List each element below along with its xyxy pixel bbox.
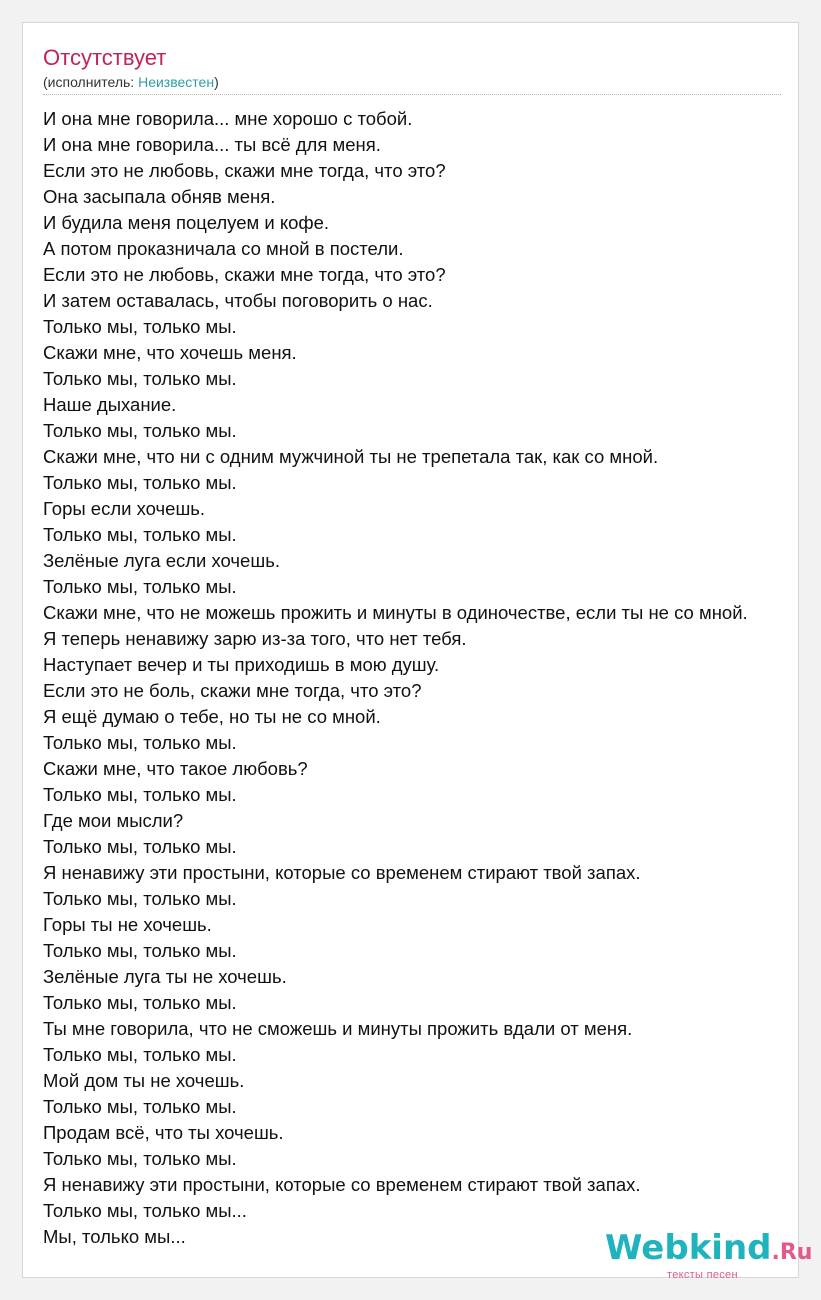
lyric-line: И будила меня поцелуем и кофе. [43,212,330,233]
song-title: Отсутствует [43,45,167,70]
lyric-line: Только мы, только мы. [43,368,237,389]
logo-tagline: тексты песен [667,1269,738,1281]
lyric-line: Где мои мысли? [43,810,184,831]
lyric-line: Только мы, только мы. [43,1044,237,1065]
lyric-line: Только мы, только мы. [43,1096,237,1117]
lyric-line: Только мы, только мы. [43,836,237,857]
logo-wordmark [605,1228,813,1268]
lyric-line: Зелёные луга если хочешь. [43,550,280,571]
lyric-line: Ты мне говорила, что не сможешь и минуты прожить вдали от меня. [43,1018,633,1039]
lyrics-card [22,22,813,1281]
lyric-line: Только мы, только мы. [43,992,237,1013]
lyric-line: Только мы, только мы. [43,420,237,441]
lyric-line: Она засыпала обняв меня. [43,186,276,207]
lyric-line: Скажи мне, что не можешь прожить и минуты в одиночестве, если ты не со мной. [43,602,748,623]
lyric-line: Только мы, только мы. [43,524,237,545]
lyric-line: Горы если хочешь. [43,498,206,519]
lyric-line: Я теперь ненавижу зарю из-за того, что нет тебя. [43,628,467,649]
lyric-line: Мой дом ты не хочешь. [43,1070,245,1091]
lyric-line: И затем оставалась, чтобы поговорить о нас. [43,290,433,311]
site-logo[interactable] [605,1228,813,1281]
lyric-line: Я ещё думаю о тебе, но ты не со мной. [43,706,381,727]
lyric-line: Если это не любовь, скажи мне тогда, что это? [43,264,446,285]
lyric-line: И она мне говорила... мне хорошо с тобой. [43,108,413,129]
lyric-line: А потом проказничала со мной в постели. [43,238,404,259]
lyric-line: Наступает вечер и ты приходишь в мою душу. [43,654,440,675]
lyric-line: Если это не любовь, скажи мне тогда, что это? [43,160,446,181]
lyric-line: Наше дыхание. [43,394,177,415]
lyric-line: Только мы, только мы. [43,1148,237,1169]
lyric-line: Скажи мне, что такое любовь? [43,758,308,779]
lyric-line: Продам всё, что ты хочешь. [43,1122,284,1143]
lyric-line: Горы ты не хочешь. [43,914,212,935]
lyric-line: Если это не боль, скажи мне тогда, что это? [43,680,422,701]
lyric-line: Мы, только мы... [43,1226,186,1247]
lyric-line: Скажи мне, что хочешь меня. [43,342,297,363]
artist-link[interactable]: Неизвестен [138,74,215,90]
logo-word: Webkind [605,1228,772,1268]
lyric-line: Только мы, только мы. [43,316,237,337]
artist-suffix: ) [214,74,219,90]
lyric-line: Только мы, только мы. [43,888,237,909]
lyric-line: Только мы, только мы. [43,472,237,493]
title-divider [43,94,781,95]
logo-tld: .Ru [771,1240,813,1265]
artist-prefix: (исполнитель: [43,74,139,90]
lyric-line: И она мне говорила... ты всё для меня. [43,134,381,155]
lyric-line: Только мы, только мы... [43,1200,247,1221]
lyrics-body [43,106,821,1250]
lyric-line: Только мы, только мы. [43,576,237,597]
lyric-line: Я ненавижу эти простыни, которые со временем стирают твой запах. [43,862,641,883]
lyric-line: Зелёные луга ты не хочешь. [43,966,287,987]
lyric-line: Скажи мне, что ни с одним мужчиной ты не трепетала так, как со мной. [43,446,659,467]
lyric-line: Я ненавижу эти простыни, которые со временем стирают твой запах. [43,1174,641,1195]
lyric-line: Только мы, только мы. [43,784,237,805]
lyric-line: Только мы, только мы. [43,732,237,753]
artist-line [43,74,219,90]
lyric-line: Только мы, только мы. [43,940,237,961]
